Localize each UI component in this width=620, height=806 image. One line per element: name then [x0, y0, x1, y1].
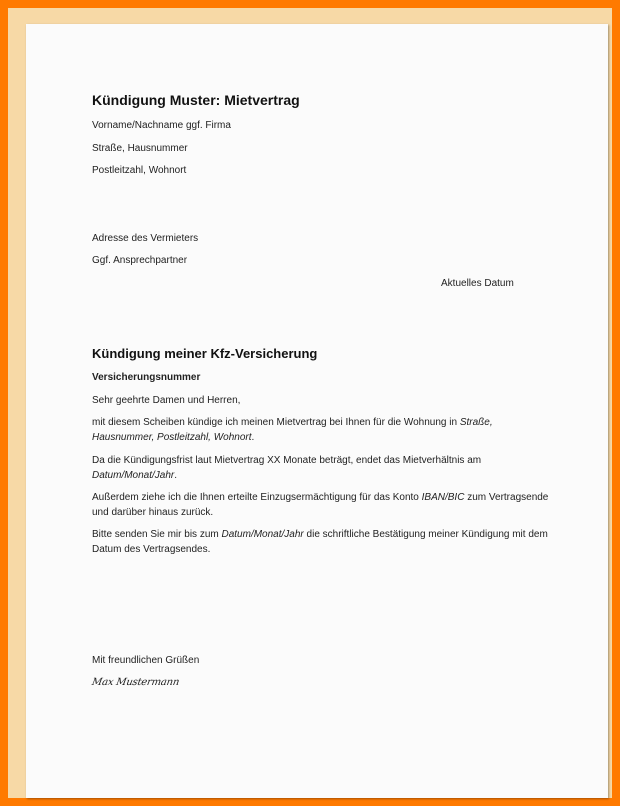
paragraph-4-italic: Datum/Monat/Jahr [221, 529, 304, 540]
paragraph-2 [92, 453, 552, 483]
recipient-contact: Ggf. Ansprechpartner [92, 255, 188, 266]
salutation: Sehr geehrte Damen und Herren, [92, 395, 241, 406]
handwritten-signature: Max Mustermann [91, 677, 181, 688]
closing-greeting: Mit freundlichen Grüßen [92, 655, 200, 666]
paragraph-1-text: mit diesem Scheiben kündige ich meinen Mietvertrag bei Ihnen für die Wohnung in [92, 417, 460, 428]
recipient-address: Adresse des Vermieters [92, 233, 199, 244]
paragraph-1 [92, 415, 552, 445]
paragraph-3-italic: IBAN/BIC [421, 492, 465, 503]
paragraph-4-end: die schriftliche Bestätigung meiner Kündigung mit dem Datum des Vertragsendes. [92, 529, 548, 555]
paragraph-4 [92, 527, 552, 557]
sender-street: Straße, Hausnummer [92, 143, 188, 154]
sender-city: Postleitzahl, Wohnort [92, 165, 187, 176]
paragraph-3 [92, 490, 552, 520]
document-title: Kündigung Muster: Mietvertrag [92, 92, 300, 108]
paragraph-2-end: . [174, 470, 178, 481]
paragraph-1-italic: Straße, Hausnummer, Postleitzahl, Wohnort [92, 417, 493, 443]
paragraph-4-text: Bitte senden Sie mir bis zum [92, 529, 222, 540]
letter-page [26, 24, 608, 798]
paragraph-2-italic: Datum/Monat/Jahr [92, 470, 175, 481]
paragraph-3-end: zum Vertragsende und darüber hinaus zurück. [92, 492, 549, 518]
paragraph-1-end: . [251, 432, 255, 443]
reference-number: Versicherungsnummer [92, 372, 201, 383]
paragraph-2-text: Da die Kündigungsfrist laut Mietvertrag XX Monate beträgt, endet das Mietverhältnis am [92, 455, 482, 466]
sender-name: Vorname/Nachname ggf. Firma [92, 120, 231, 131]
paragraph-3-text: Außerdem ziehe ich die Ihnen erteilte Einzugsermächtigung für das Konto [92, 492, 422, 503]
letter-date: Aktuelles Datum [441, 278, 514, 289]
letter-subject: Kündigung meiner Kfz-Versicherung [92, 346, 318, 361]
photo-frame [8, 8, 612, 798]
